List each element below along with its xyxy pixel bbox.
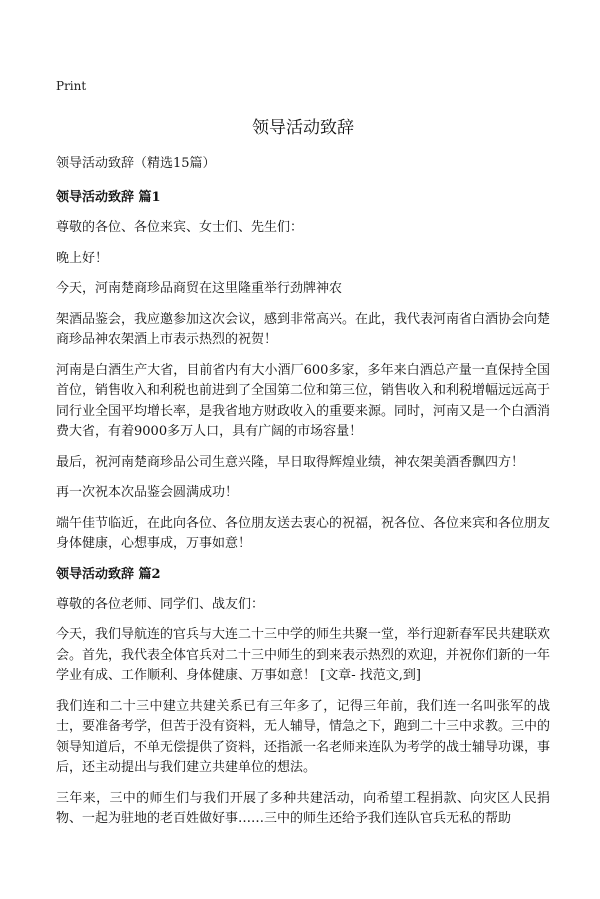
section-1 [56,188,550,555]
paragraph: 尊敬的各位、各位来宾、女士们、先生们： [56,220,304,235]
document-page [56,78,550,840]
document-subtitle: 领导活动致辞（精选15篇） [56,156,216,171]
paragraph: 我们连和二十三中建立共建关系已有三年多了，记得三年前，我们连一名叫张军的战士，要准备考学，但苦于没有资料，无人辅导，情急之下，跑到二十三中求教。三中的领导知道后，不单无偿提供了资料，还指派一名老师来连队为考学的战士辅导功课，事后，还主动提出与我们建立共建单位的想法。 [56,698,551,775]
paragraph: 最后，祝河南楚商珍品公司生意兴隆，早日取得辉煌业绩，神农架美酒香飘四方！ [56,454,525,470]
paragraph: 三年来，三中的师生们与我们开展了多种共建活动，向希望工程捐款、向灾区人民捐物、一起为驻地的老百姓做好事……三中的师生还给予我们连队官兵无私的帮助 [56,790,550,826]
paragraph: 架酒品鉴会，我应邀参加这次会议，感到非常高兴。在此，我代表河南省白酒协会向楚商珍品神农架酒上市表示热烈的祝贺！ [56,311,551,347]
page-title: 领导活动致辞 [252,118,354,138]
paragraph: 今天，河南楚商珍品商贸在这里隆重举行劲牌神农 [56,281,343,296]
print-link[interactable]: Print [56,79,87,93]
paragraph: 尊敬的各位老师、同学们、战友们： [56,596,265,612]
section-2 [56,565,550,830]
section-heading: 领导活动致辞 篇1 [56,190,161,205]
paragraph: 河南是白酒生产大省，目前省内有大小酒厂600多家，多年来白酒总产量一直保持全国首位，销售收入和利税也前进到了全国第二位和第三位，销售收入和利税增幅远远高于同行业全国平均增长率，是我省地方财政收入的重要来源。同时，河南又是一个白酒消费大省，有着9000多万人口，具有广阔的市场容量！ [56,362,551,439]
paragraph: 端午佳节临近，在此向各位、各位朋友送去衷心的祝福，祝各位、各位来宾和各位朋友身体健康，心想事成，万事如意！ [56,515,551,551]
paragraph: 晚上好！ [56,250,109,266]
paragraph: 再一次祝本次品鉴会圆满成功！ [56,485,239,500]
section-heading: 领导活动致辞 篇2 [56,566,161,582]
paragraph: 今天，我们导航连的官兵与大连二十三中学的师生共聚一堂，举行迎新春军民共建联欢会。首先，我代表全体官兵对二十三中师生的到来表示热烈的欢迎，并祝你们新的一年学业有成、工作顺利、身体健康、万事如意！ [文章- 找范文,到] [56,627,551,683]
